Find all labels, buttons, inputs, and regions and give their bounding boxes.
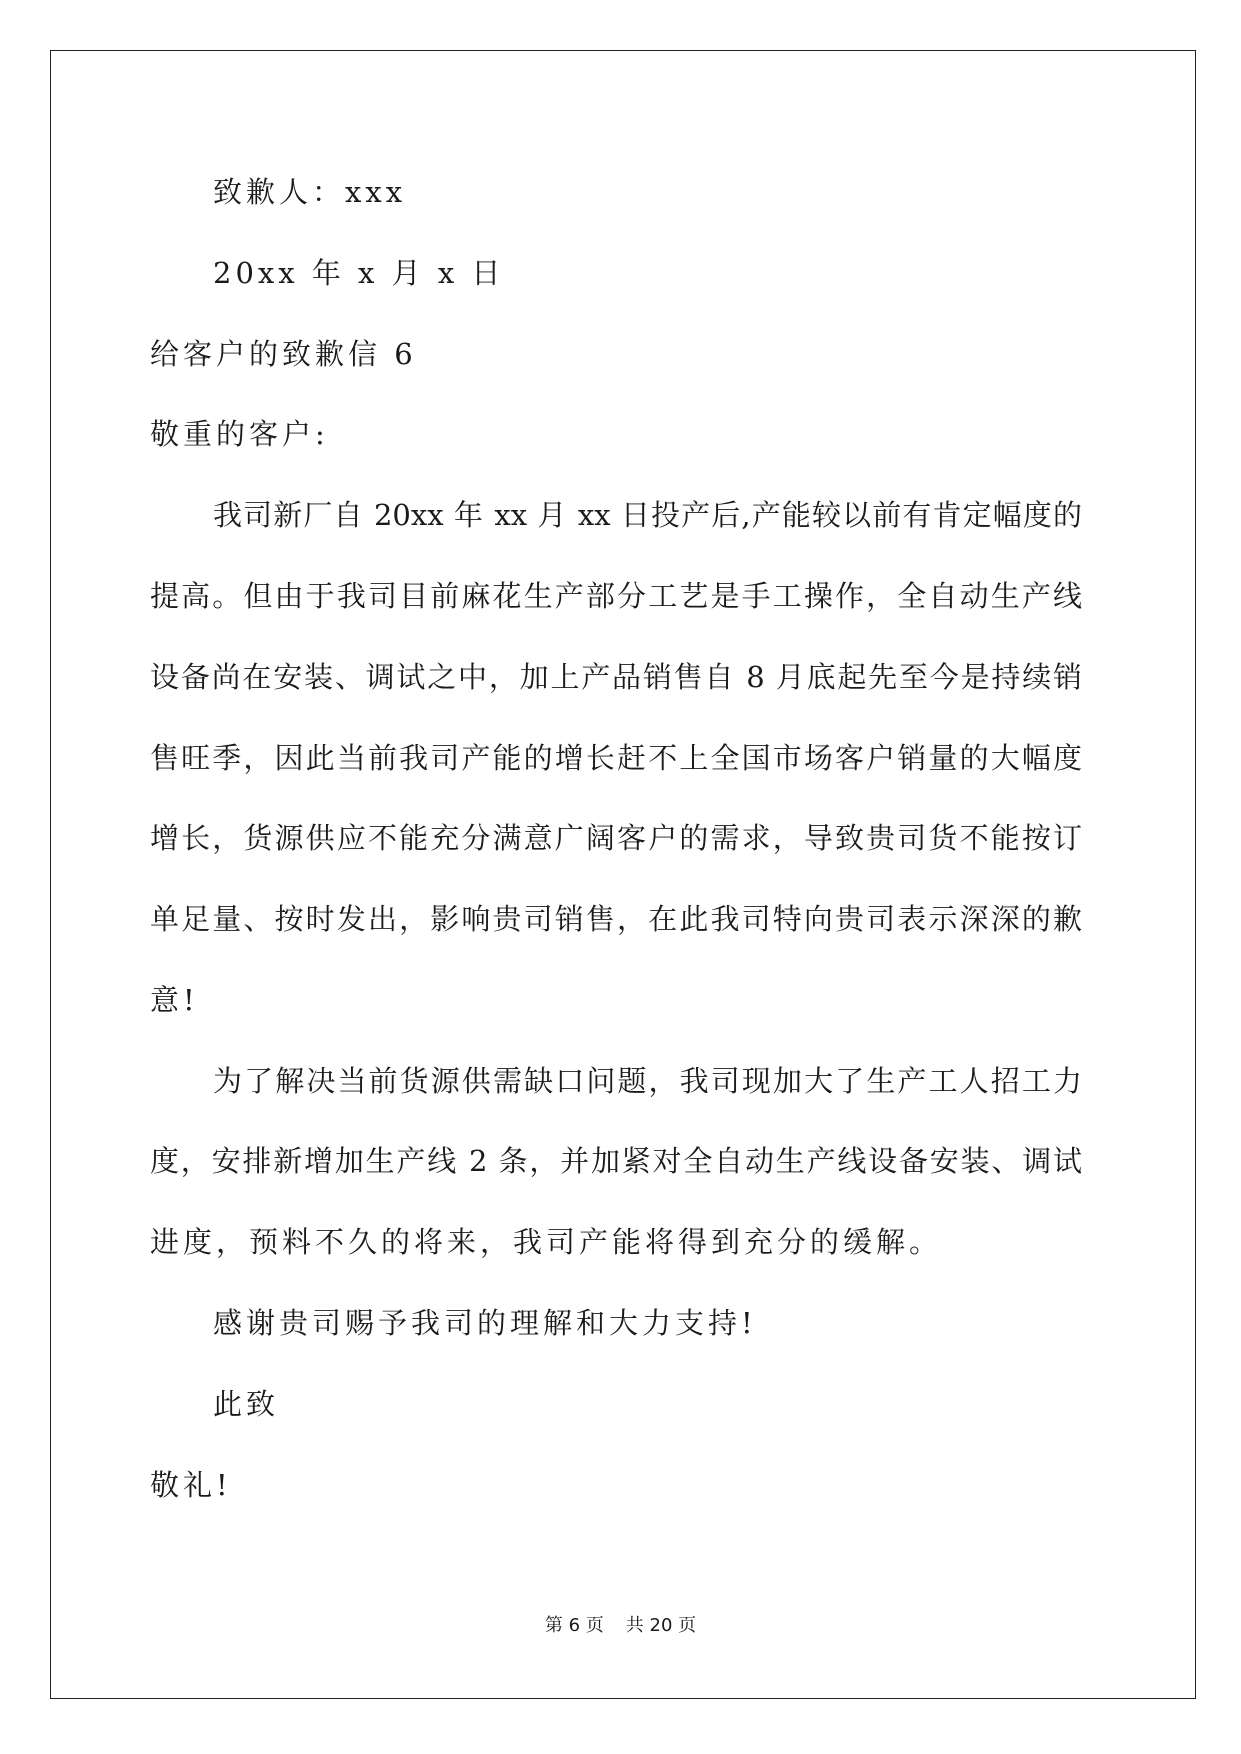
paragraph-line: 提高。但由于我司目前麻花生产部分工艺是手工操作，全自动生产线 — [150, 579, 1082, 613]
salutation: 敬重的客户: — [150, 417, 329, 451]
page-border — [50, 50, 1196, 1699]
paragraph-line: 为了解决当前货源供需缺口问题，我司现加大了生产工人招工力 — [213, 1064, 1082, 1098]
closing-regards: 敬礼! — [150, 1468, 232, 1502]
paragraph-line: 增长，货源供应不能充分满意广阔客户的需求，导致贵司货不能按订 — [150, 821, 1082, 855]
paragraph-line: 进度，预料不久的将来，我司产能将得到充分的缓解。 — [150, 1225, 943, 1259]
paragraph-line: 度，安排新增加生产线 2 条，并加紧对全自动生产线设备安装、调试 — [150, 1144, 1082, 1178]
paragraph-line: 设备尚在安装、调试之中，加上产品销售自 8 月底起先至今是持续销 — [150, 660, 1082, 694]
page-number: 第 6 页 — [544, 1615, 604, 1636]
thanks-line: 感谢贵司赐予我司的理解和大力支持! — [213, 1306, 757, 1340]
closing-line: 此致 — [213, 1387, 280, 1421]
paragraph-line: 意! — [150, 983, 199, 1017]
page-footer — [0, 1614, 1241, 1638]
paragraph-line: 我司新厂自 20xx 年 xx 月 xx 日投产后,产能较以前有肯定幅度的 — [213, 498, 1082, 532]
signature-line: 致歉人：xxx — [213, 175, 407, 209]
paragraph-line: 售旺季，因此当前我司产能的增长赶不上全国市场客户销量的大幅度 — [150, 741, 1082, 775]
paragraph-line: 单足量、按时发出，影响贵司销售，在此我司特向贵司表示深深的歉 — [150, 902, 1082, 936]
page-total: 共 20 页 — [625, 1615, 697, 1636]
letter-title: 给客户的致歉信 6 — [150, 337, 417, 371]
date-line: 20xx 年 x 月 x 日 — [213, 256, 505, 290]
